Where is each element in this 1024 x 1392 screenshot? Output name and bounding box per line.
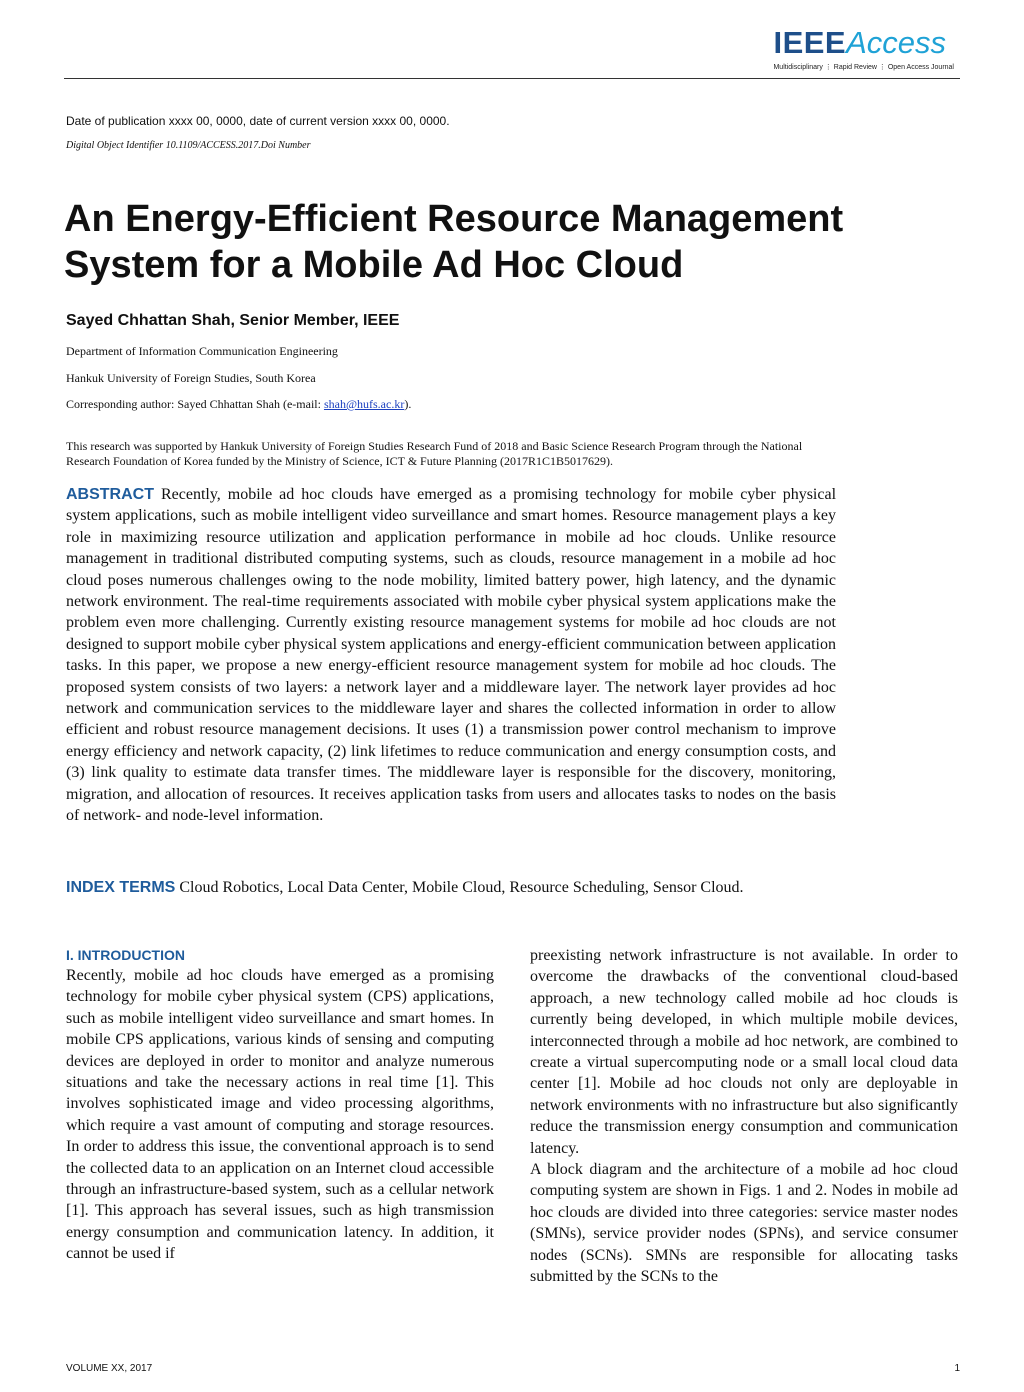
- left-column: [66, 945, 494, 1265]
- abstract: [66, 484, 836, 827]
- logo-access-text: Access: [846, 25, 947, 60]
- header-rule: [64, 78, 960, 79]
- logo-tagline: Multidisciplinary ⋮ Rapid Review ⋮ Open Access Journal: [773, 64, 954, 71]
- intro-paragraph-left: Recently, mobile ad hoc clouds have emerged as a promising technology for mobile cyber physical system (CPS) applications, such as mobile intelligent video surveillance and smart homes. In mobile CPS applications, various kinds of sensing and computing devices are deployed in order to monitor and analyze numerous situations and take the necessary actions in real time [1]. This involves sophisticated image and video processing algorithms, which require a vast amount of computing and storage resources. In order to address this issue, the conventional approach is to send the collected data to an application on an Internet cloud accessible through an infrastructure-based system, such as a cellular network [1]. This approach has several issues, such as high transmission energy consumption and communication latency. In addition, it cannot be used if: [66, 967, 494, 1263]
- footer-volume: VOLUME XX, 2017: [66, 1363, 153, 1374]
- affiliation-university: Hankuk University of Foreign Studies, South Korea: [66, 371, 316, 385]
- intro-paragraph-right-1: preexisting network infrastructure is not available. In order to overcome the drawbacks of the conventional cloud-based approach, a new technology called mobile ad hoc clouds is currently being developed, in which multiple mobile devices, interconnected through a mobile ad hoc network, are combined to create a virtual supercomputing node or a small local cloud data center [1]. Mobile ad hoc clouds not only are deployable in network environments with no infrastructure but also significantly reduce the transmission energy consumption and communication latency.: [530, 947, 958, 1157]
- index-terms: [66, 877, 866, 899]
- corresponding-author: [66, 397, 411, 412]
- author-email-link[interactable]: shah@hufs.ac.kr: [323, 397, 405, 411]
- corresponding-suffix: ).: [404, 397, 412, 411]
- paper-title: An Energy-Efficient Resource Management System for a Mobile Ad Hoc Cloud: [64, 198, 844, 286]
- publication-date: Date of publication xxxx 00, 0000, date of current version xxxx 00, 0000.: [66, 114, 450, 128]
- affiliation-department: Department of Information Communication Engineering: [66, 344, 338, 358]
- index-terms-label: INDEX TERMS: [66, 879, 176, 896]
- author-line: Sayed Chhattan Shah, Senior Member, IEEE: [66, 312, 400, 329]
- ieee-access-logo: [773, 26, 954, 71]
- index-terms-text: Cloud Robotics, Local Data Center, Mobile Cloud, Resource Scheduling, Sensor Cloud.: [179, 879, 744, 896]
- logo-wordmark: [773, 26, 954, 60]
- section-heading-introduction: I. INTRODUCTION: [66, 947, 185, 963]
- logo-ieee-text: IEEE: [773, 25, 847, 60]
- funding-note: This research was supported by Hankuk University of Foreign Studies Research Fund of 2018 and Basic Science Research Program through the National Research Foundation of Korea funded by the Ministry of Science, ICT & Future Planning (2017R1C1B5017629).: [66, 439, 803, 468]
- abstract-text: Recently, mobile ad hoc clouds have emerged as a promising technology for mobile cyber physical system applications, such as mobile intelligent video surveillance and smart homes. Resource management plays a key role in maximizing resource utilization and application performance in mobile ad hoc clouds. Unlike resource management in traditional distributed computing systems, such as clouds, resource management in a mobile ad hoc cloud poses numerous challenges owing to the node mobility, limited battery power, high latency, and the dynamic network environment. The real-time requirements associated with mobile cyber physical system applications make the problem even more challenging. Currently existing resource management systems for mobile ad hoc clouds are not designed to support mobile cyber physical system applications and energy-efficient communication between application tasks. In this paper, we propose a new energy-efficient resource management system for mobile ad hoc clouds. The proposed system consists of two layers: a network layer and a middleware layer. The network layer provides ad hoc network and communication services to the middleware layer and shares the collected information in order to allow efficient and robust resource management decisions. It uses (1) a transmission power control mechanism to improve energy efficiency and network capacity, (2) link lifetimes to reduce communication and energy consumption costs, and (3) link quality to estimate data transfer times. The middleware layer is responsible for the discovery, monitoring, migration, and allocation of resources. It receives application tasks from users and allocates tasks to nodes on the basis of network- and node-level information.: [66, 486, 837, 825]
- page-number: 1: [954, 1363, 960, 1374]
- intro-paragraph-right-2: A block diagram and the architecture of a mobile ad hoc cloud computing system are shown in Figs. 1 and 2. Nodes in mobile ad hoc clouds are divided into three categories: service master nodes (SMNs), service provider nodes (SPNs), and service consumer nodes (SCNs). SMNs are responsible for allocating tasks submitted by the SCNs to the: [530, 1161, 958, 1286]
- corresponding-prefix: Corresponding author: Sayed Chhattan Shah (e-mail:: [66, 397, 324, 411]
- doi-line: Digital Object Identifier 10.1109/ACCESS.2017.Doi Number: [66, 140, 311, 151]
- right-column: [530, 945, 958, 1288]
- abstract-label: ABSTRACT: [66, 486, 154, 503]
